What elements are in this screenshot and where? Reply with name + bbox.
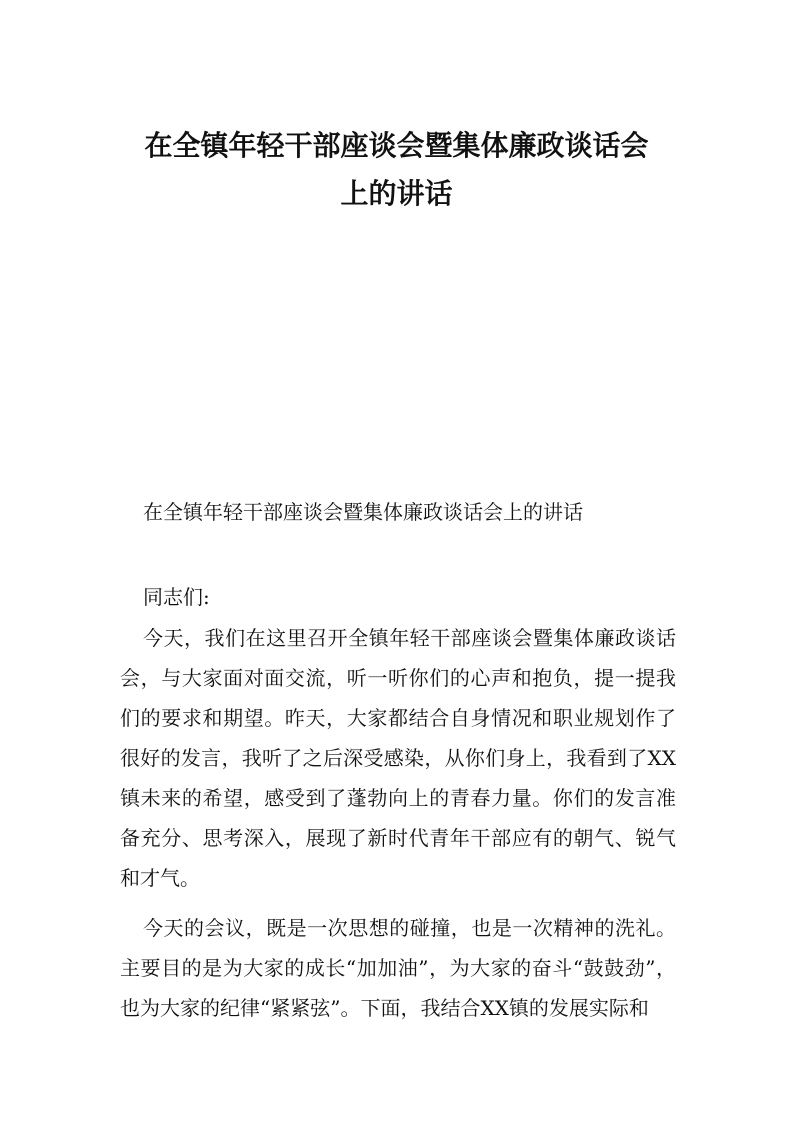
salutation: 同志们: xyxy=(143,585,210,609)
document-title-line-1: 在全镇年轻干部座谈会暨集体廉政谈话会 xyxy=(144,129,649,162)
paragraph-1: 今天，我们在这里召开全镇年轻干部座谈会暨集体廉政谈话会，与大家面对面交流，听一听你们的心声和抱负，提一提我们的要求和期望。昨天，大家都结合自身情况和职业规划作了很好的发言，我听了之后深受感染，从你们身上，我看到了XX镇未来的希望，感受到了蓬勃向上的青春力量。你们的发言准备充分、思考深入，展现了新时代青年干部应有的朝气、锐气和才气。 xyxy=(120,626,676,890)
document-subtitle: 在全镇年轻干部座谈会暨集体廉政谈话会上的讲话 xyxy=(143,500,583,524)
document-title-line-2: 上的讲话 xyxy=(340,177,453,210)
paragraph-2: 今天的会议，既是一次思想的碰撞，也是一次精神的洗礼。主要目的是为大家的成长“加加油”，为大家的奋斗“鼓鼓劲”，也为大家的纪律“紧紧弦”。下面，我结合XX镇的发展实际和 xyxy=(120,916,676,1020)
